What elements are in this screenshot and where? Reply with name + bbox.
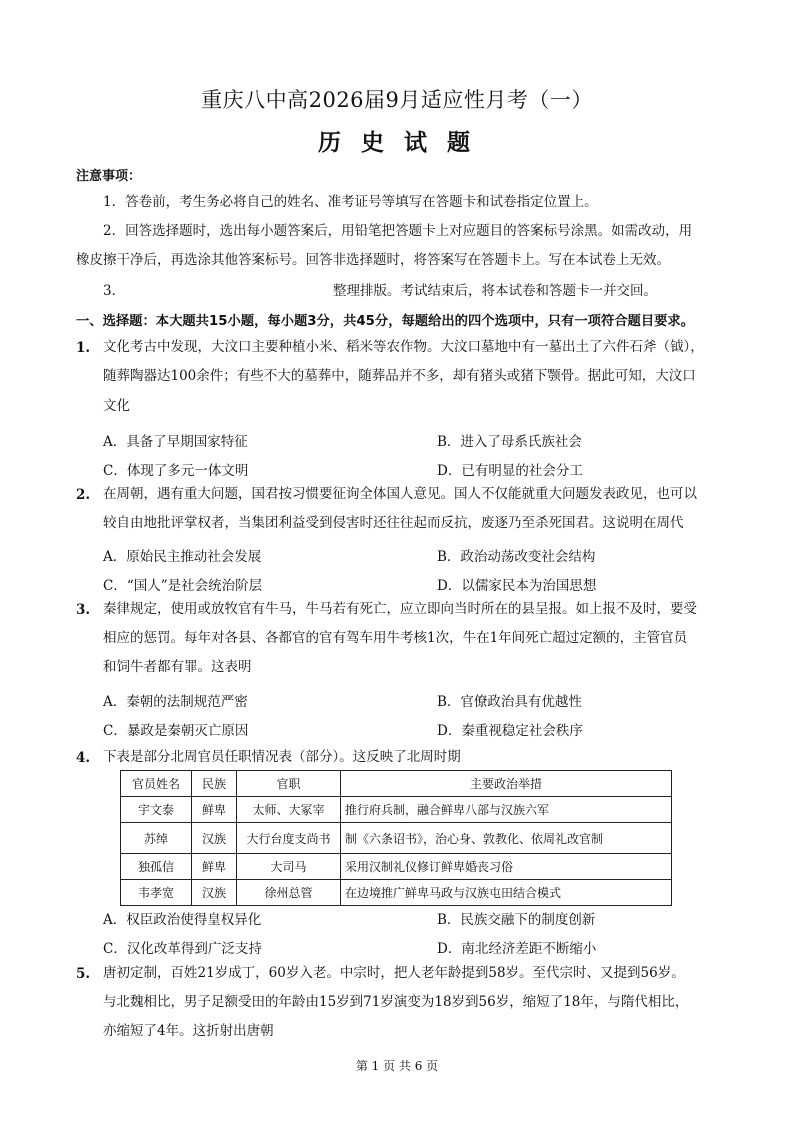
question-3-line-2: 相应的惩罚。每年对各县、各都官的官有驾车用牛考核1次，牛在1年间死亡超过定额的，主管官员	[103, 630, 688, 646]
question-5-line-1: 唐初定制，百姓21岁成丁，60岁入老。中宗时，把人老年龄提到58岁。至代宗时、又提到56岁。	[103, 965, 685, 981]
question-4-option-b[interactable]: B．民族交融下的制度创新	[437, 912, 596, 928]
question-2-number: 2.	[76, 487, 91, 503]
table-header-ethnicity: 民族	[192, 771, 237, 797]
table-cell: 大司马	[237, 854, 341, 880]
page-footer: 第 1 页 共 6 页	[355, 1059, 439, 1073]
question-2-option-b[interactable]: B．政治动荡改变社会结构	[437, 549, 596, 565]
table-cell: 汉族	[192, 880, 237, 906]
question-1-line-3: 文化	[103, 398, 130, 414]
question-1-option-a[interactable]: A．具备了早期国家特征	[103, 434, 248, 450]
table-cell: 在边境推广鲜卑马政与汉族屯田结合模式	[341, 880, 672, 906]
table-header-office: 官职	[237, 771, 341, 797]
question-3-line-3: 和饲牛者都有罪。这表明	[103, 659, 252, 675]
question-2-option-c[interactable]: C．“国人”是社会统治阶层	[103, 578, 263, 594]
notice-item-2-cont: 橡皮擦干净后，再选涂其他答案标号。回答非选择题时，将答案写在答题卡上。写在本试卷上无效。	[76, 252, 670, 268]
table-cell: 宇文泰	[121, 797, 192, 823]
question-1-option-b[interactable]: B．进入了母系氏族社会	[437, 434, 582, 450]
table-cell: 鲜卑	[192, 854, 237, 880]
question-5-number: 5.	[76, 966, 91, 982]
question-2-line-2: 较自由地批评掌权者，当集团利益受到侵害时还往往起而反抗，废逐乃至杀死国君。这说明在周代	[103, 515, 684, 531]
table-row	[121, 854, 672, 880]
question-2-option-d[interactable]: D．以儒家民本为治国思想	[437, 578, 597, 594]
question-3-option-d[interactable]: D．秦重视稳定社会秩序	[437, 723, 583, 739]
question-1-line-2: 随葬陶器达100余件；有些不大的墓葬中，随葬品并不多，却有猪头或猪下颚骨。据此可知，大汶口	[103, 368, 696, 384]
question-4-option-d[interactable]: D．南北经济差距不断缩小	[437, 941, 597, 957]
table-row	[121, 823, 672, 854]
question-2-line-1: 在周朝，遇有重大问题，国君按习惯要征询全体国人意见。国人不仅能就重大问题发表政见，也可以	[103, 486, 697, 502]
table-cell: 汉族	[192, 823, 237, 854]
table-cell: 徐州总管	[237, 880, 341, 906]
table-cell: 推行府兵制，融合鲜卑八部与汉族六军	[341, 797, 672, 823]
notice-item-3-num: 3．	[103, 283, 126, 299]
question-4-option-a[interactable]: A．权臣政治使得皇权异化	[103, 912, 262, 928]
table-cell: 制《六条诏书》，治心身、敦教化、依周礼改官制	[341, 823, 672, 854]
table-row	[121, 880, 672, 906]
table-cell: 采用汉制礼仪修订鲜卑婚丧习俗	[341, 854, 672, 880]
officials-table	[120, 770, 672, 906]
table-cell: 苏绰	[121, 823, 192, 854]
question-3-line-1: 秦律规定，使用或放牧官有牛马，牛马若有死亡，应立即向当时所在的县呈报。如上报不及时，要受	[103, 601, 697, 617]
notice-heading: 注意事项：	[76, 169, 142, 184]
question-3-option-c[interactable]: C．暴政是秦朝灭亡原因	[103, 723, 249, 739]
table-cell: 独孤信	[121, 854, 192, 880]
subject-title: 历 史 试 题	[317, 129, 477, 156]
question-1-option-d[interactable]: D．已有明显的社会分工	[437, 463, 583, 479]
table-cell: 韦孝宽	[121, 880, 192, 906]
notice-item-2: 2．回答选择题时，选出每小题答案后，用铅笔把答题卡上对应题目的答案标号涂黑。如需改动，用	[103, 223, 693, 239]
table-cell: 太师、大冢宰	[237, 797, 341, 823]
table-row	[121, 797, 672, 823]
table-header-row	[121, 771, 672, 797]
notice-item-1: 1．答卷前，考生务必将自己的姓名、准考证号等填写在答题卡和试卷指定位置上。	[103, 194, 598, 210]
question-2-option-a[interactable]: A．原始民主推动社会发展	[103, 549, 262, 565]
question-1-option-c[interactable]: C．体现了多元一体文明	[103, 463, 249, 479]
table-header-measures: 主要政治举措	[341, 771, 672, 797]
exam-title: 重庆八中高2026届9月适应性月考（一）	[201, 88, 593, 112]
notice-item-3: 整理排版。考试结束后，将本试卷和答题卡一并交回。	[333, 283, 657, 299]
question-3-option-a[interactable]: A．秦朝的法制规范严密	[103, 694, 248, 710]
question-4-option-c[interactable]: C．汉化改革得到广泛支持	[103, 941, 262, 957]
table-cell: 大行台度支尚书	[237, 823, 341, 854]
question-5-line-3: 亦缩短了4年。这折射出唐朝	[103, 1023, 274, 1039]
table-header-name: 官员姓名	[121, 771, 192, 797]
question-4-line-1: 下表是部分北周官员任职情况表（部分）。这反映了北周时期	[103, 749, 461, 765]
question-5-line-2: 与北魏相比，男子足额受田的年龄由15岁到71岁演变为18岁到56岁，缩短了18年，与隋代相比，	[103, 994, 689, 1010]
question-1-line-1: 文化考古中发现，大汶口主要种植小米、稻米等农作物。大汶口墓地中有一墓出土了六件石斧（钺），	[103, 339, 704, 355]
table-cell: 鲜卑	[192, 797, 237, 823]
question-4-number: 4.	[76, 750, 91, 766]
question-3-number: 3.	[76, 602, 91, 618]
section-heading: 一、选择题：本大题共15小题，每小题3分，共45分，每题给出的四个选项中，只有一项符合题目要求。	[76, 314, 695, 329]
question-3-option-b[interactable]: B．官僚政治具有优越性	[437, 694, 582, 710]
question-1-number: 1.	[76, 340, 91, 356]
